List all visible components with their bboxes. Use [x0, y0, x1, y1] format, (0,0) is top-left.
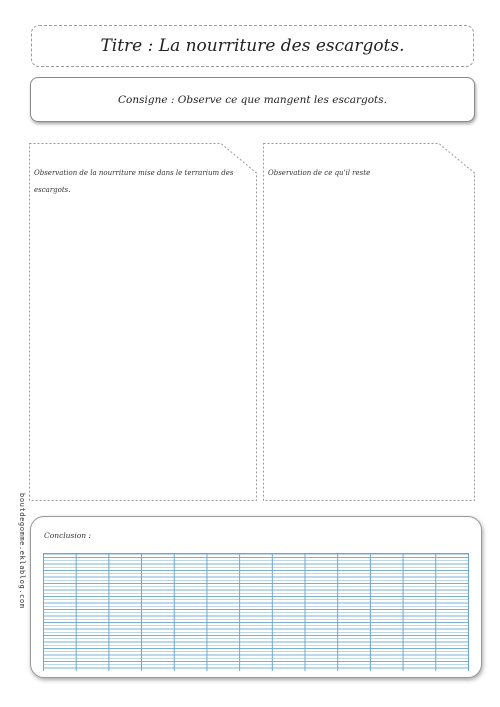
instruction-text: Consigne : Observe ce que mangent les escargots.	[118, 93, 387, 106]
worksheet-title: Titre : La nourriture des escargots.	[100, 36, 405, 56]
food-observation-panel[interactable]	[29, 143, 257, 501]
food-observation-label: Observation de la nourriture mise dans le terrarium des escargots.	[34, 169, 234, 194]
title-box	[31, 25, 474, 67]
seyes-writing-lines[interactable]	[43, 553, 469, 671]
conclusion-box	[30, 516, 482, 678]
panel-frame	[263, 143, 475, 501]
site-credit: boutdegomme.eklablog.com	[18, 493, 26, 609]
leftover-observation-panel[interactable]	[263, 143, 475, 501]
instruction-box	[30, 77, 475, 122]
leftover-observation-label: Observation de ce qu'il reste	[268, 169, 371, 177]
conclusion-label: Conclusion :	[44, 531, 92, 540]
